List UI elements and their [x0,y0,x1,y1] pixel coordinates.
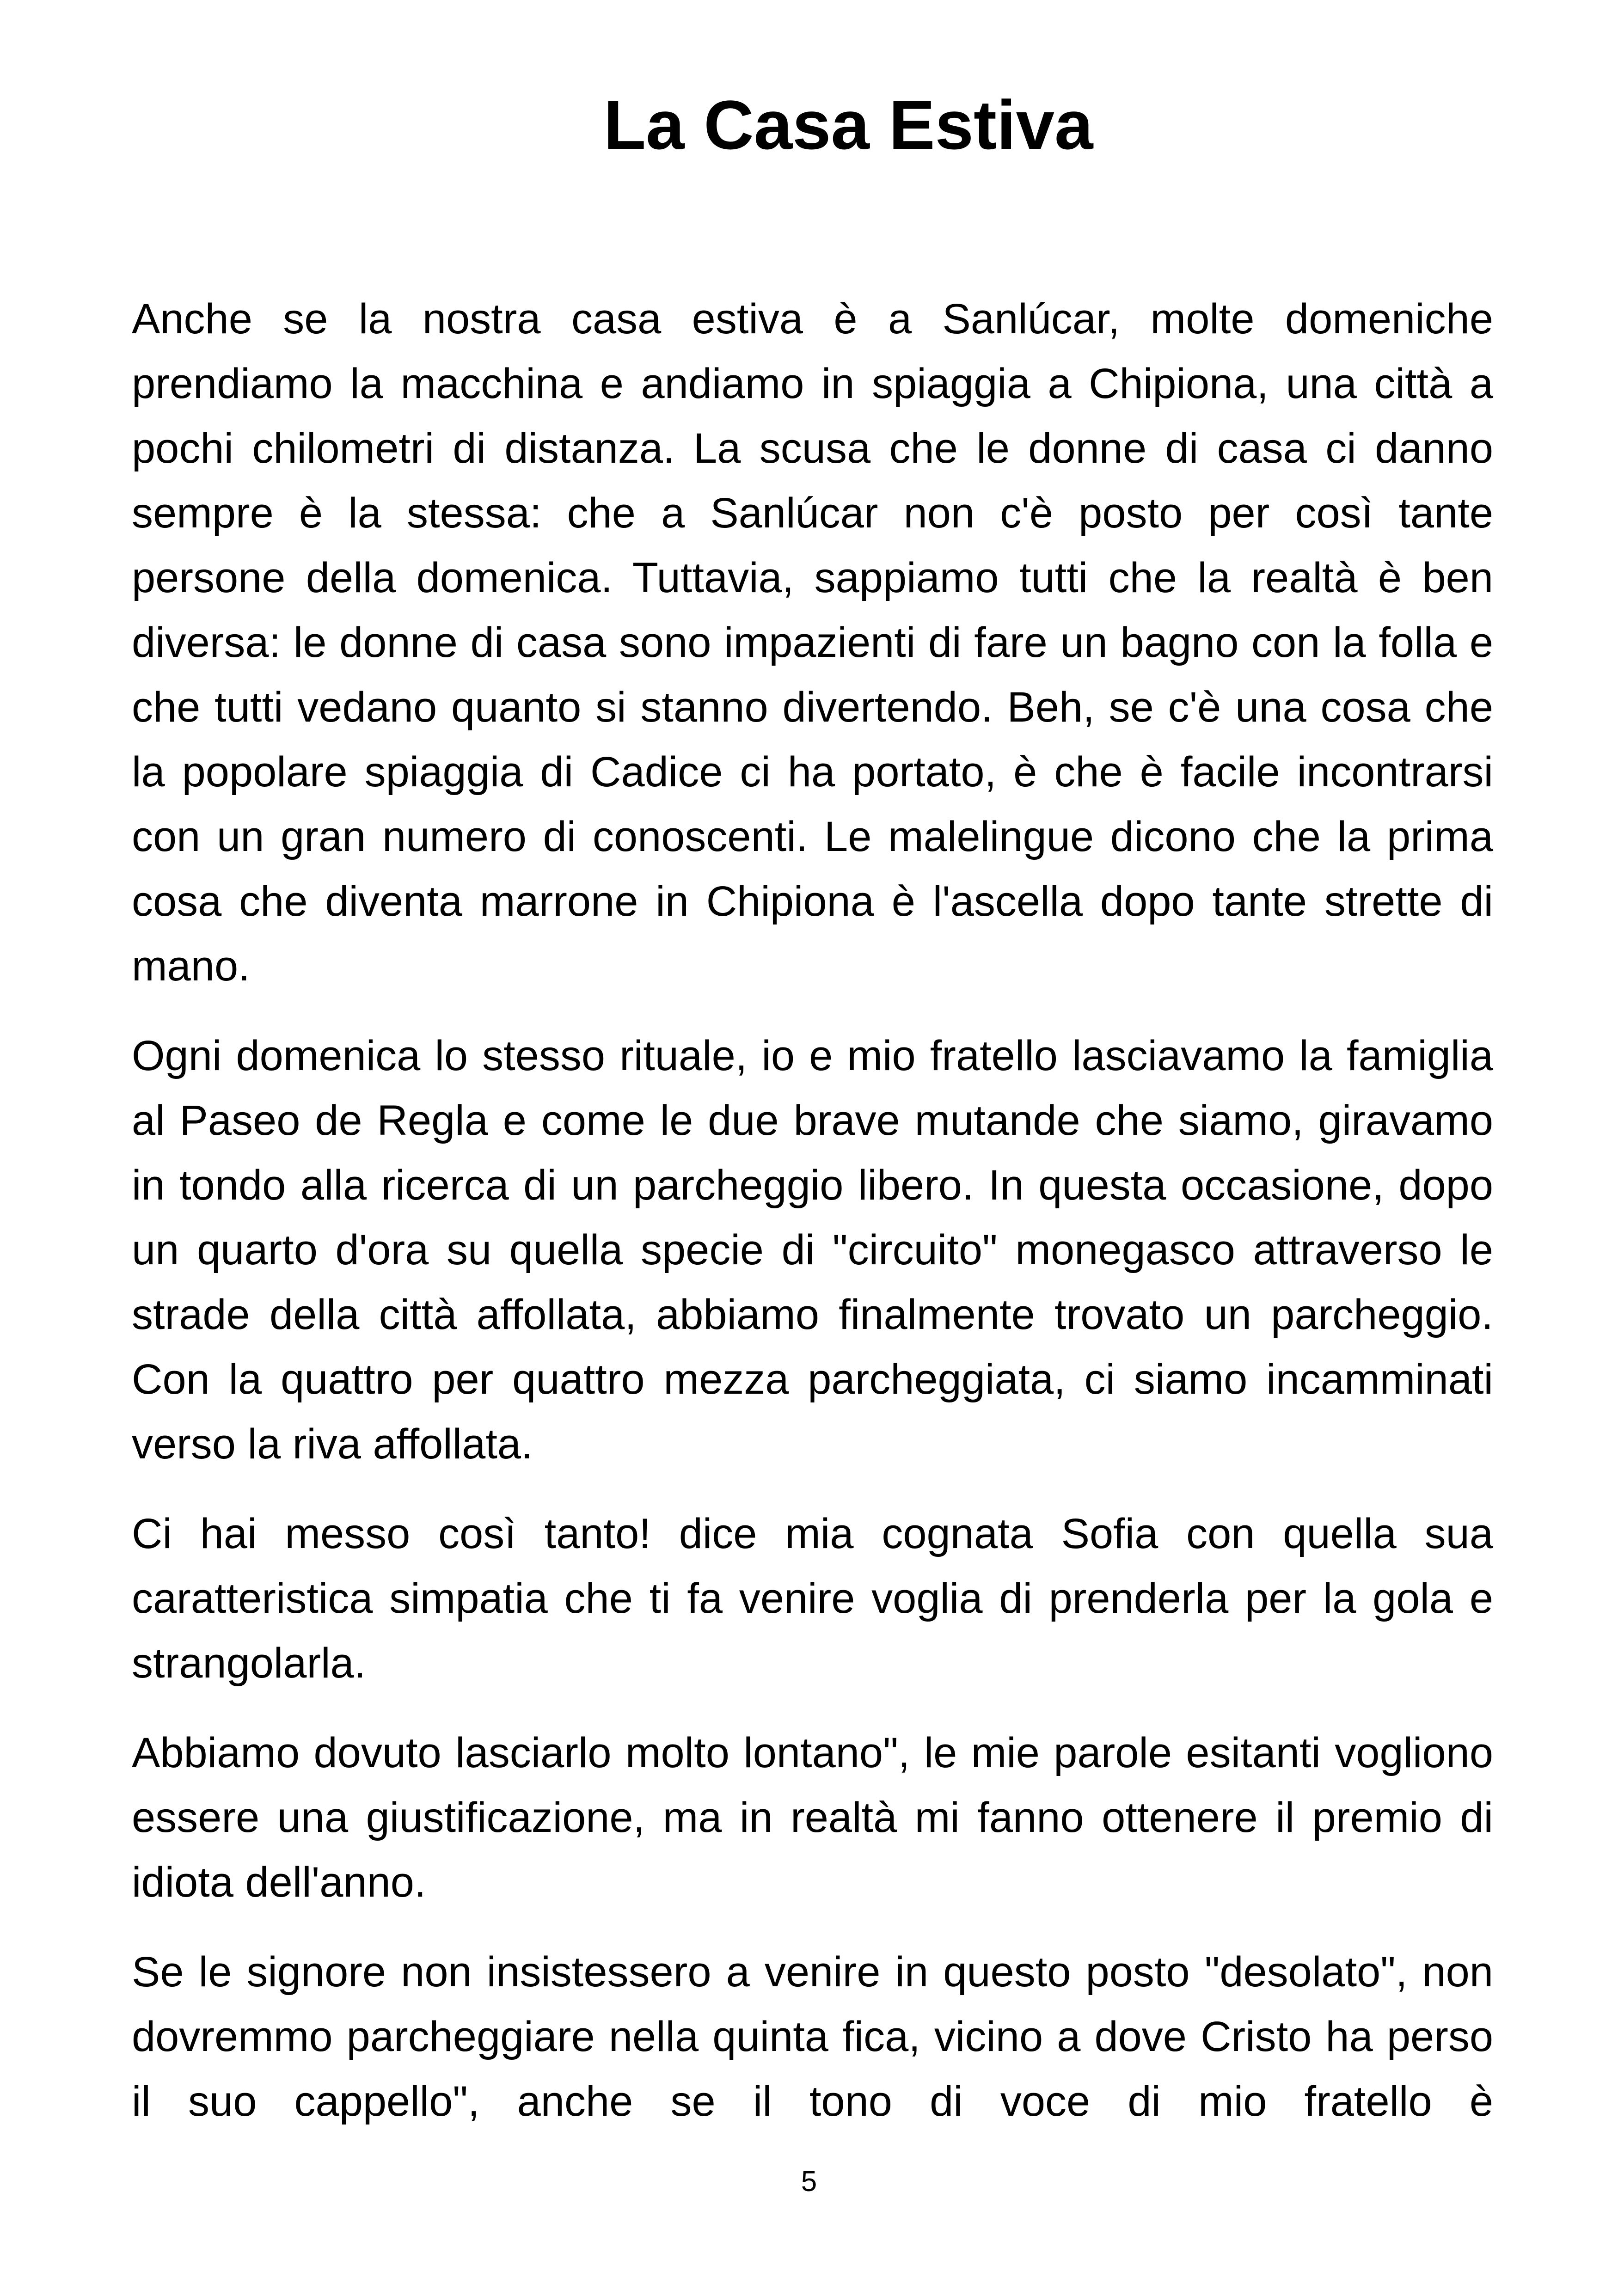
paragraph-1: Anche se la nostra casa estiva è a Sanlúcar, molte domeniche prendiamo la macchina e andiamo in spiaggia a Chipiona, una città a pochi chilometri di distanza. La scusa che le donne di casa ci danno sempre è la stessa: che a Sanlúcar non c'è posto per così tante persone della domenica. Tuttavia, sappiamo tutti che la realtà è ben diversa: le donne di casa sono impazienti di fare un bagno con la folla e che tutti vedano quanto si stanno divertendo. Beh, se c'è una cosa che la popolare spiaggia di Cadice ci ha portato, è che è facile incontrarsi con un gran numero di conoscenti. Le malelingue dicono che la prima cosa che diventa marrone in Chipiona è l'ascella dopo tante strette di mano. [132,295,1493,990]
paragraph-3: Ci hai messo così tanto! dice mia cognata Sofia con quella sua caratteristica simpatia che ti fa venire voglia di prenderla per la gola e strangolarla. [132,1510,1493,1687]
body-text [132,287,1493,2159]
page-title: La Casa Estiva [603,86,1093,164]
paragraph-4: Abbiamo dovuto lasciarlo molto lontano", le mie parole esitanti vogliono essere una giustificazione, ma in realtà mi fanno ottenere il premio di idiota dell'anno. [132,1729,1493,1906]
paragraph-2: Ogni domenica lo stesso rituale, io e mio fratello lasciavamo la famiglia al Paseo de Regla e come le due brave mutande che siamo, giravamo in tondo alla ricerca di un parcheggio libero. In questa occasione, dopo un quarto d'ora su quella specie di "circuito" monegasco attraverso le strade della città affollata, abbiamo finalmente trovato un parcheggio. Con la quattro per quattro mezza parcheggiata, ci siamo incamminati verso la riva affollata. [132,1032,1493,1468]
paragraph-5: Se le signore non insistessero a venire in questo posto "desolato", non dovremmo parcheggiare nella quinta fica, vicino a dove Cristo ha perso il suo cappello", anche se il tono di voce di mio fratello è [132,1948,1493,2125]
page-number: 5 [801,2166,817,2198]
